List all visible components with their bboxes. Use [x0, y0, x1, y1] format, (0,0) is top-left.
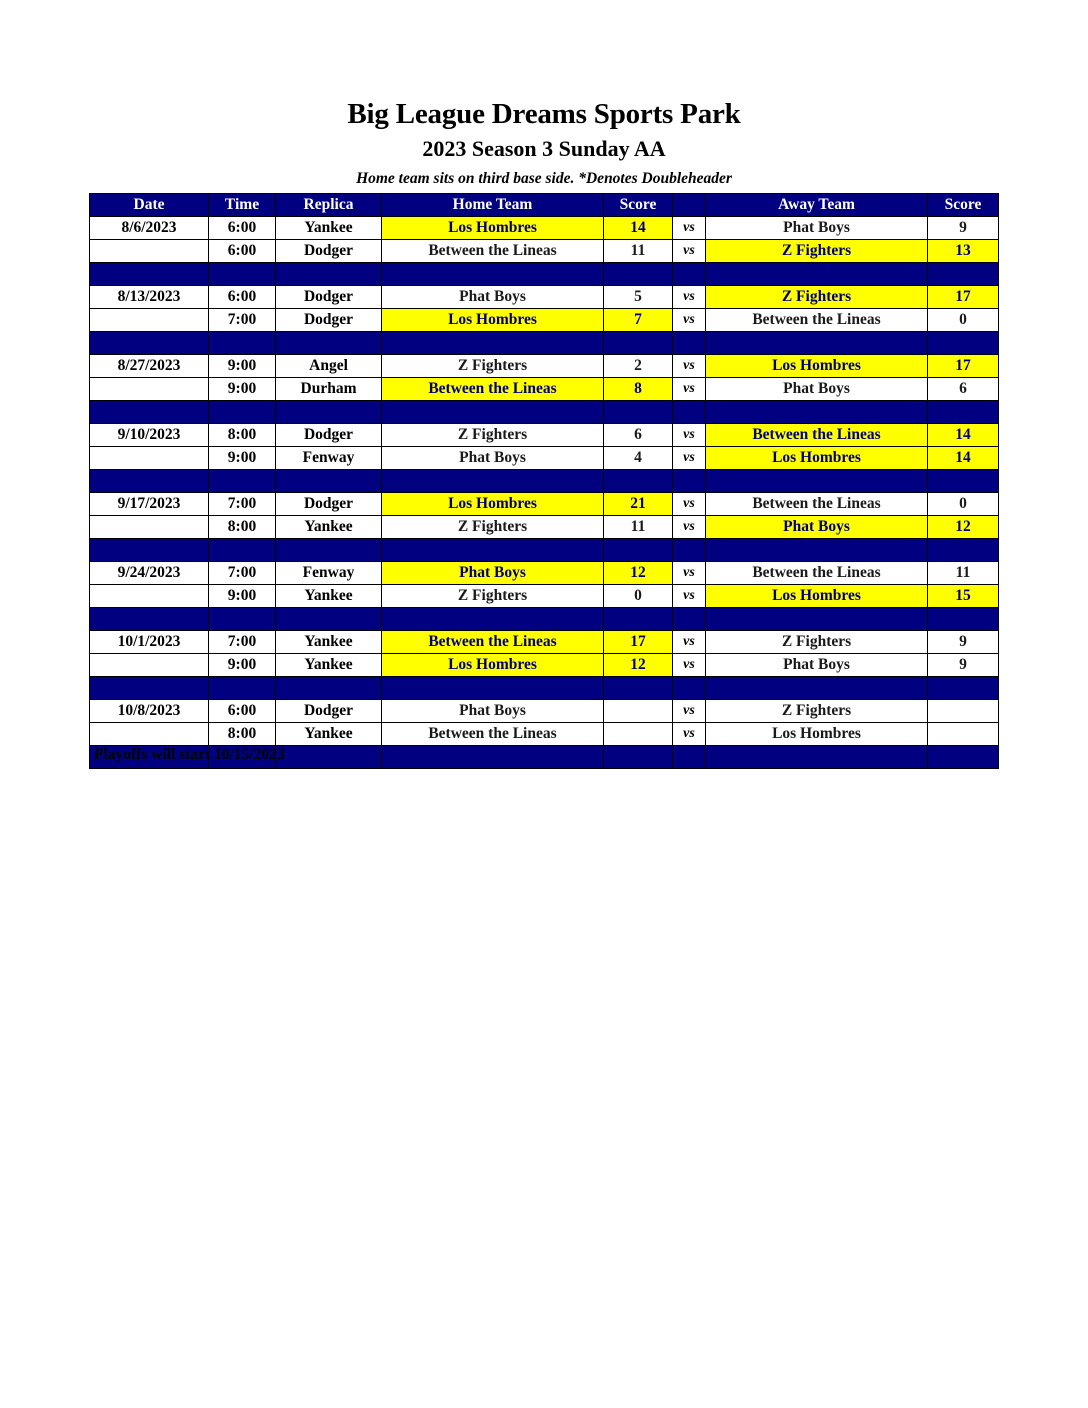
separator-cell [382, 746, 604, 769]
home-score-cell [604, 723, 673, 746]
home-team-cell: Phat Boys [382, 447, 604, 470]
separator-cell [90, 608, 209, 631]
home-score-cell: 12 [604, 562, 673, 585]
home-team-cell: Los Hombres [382, 309, 604, 332]
separator-cell [604, 263, 673, 286]
home-team-cell: Z Fighters [382, 585, 604, 608]
home-score-cell: 6 [604, 424, 673, 447]
table-row [90, 355, 999, 378]
col-header-away-team: Away Team [706, 194, 928, 217]
time-cell: 9:00 [209, 654, 276, 677]
home-team-cell: Phat Boys [382, 286, 604, 309]
date-cell: 9/17/2023 [90, 493, 209, 516]
date-cell: 10/8/2023 [90, 700, 209, 723]
separator-cell [209, 539, 276, 562]
home-score-cell: 14 [604, 217, 673, 240]
separator-cell [706, 746, 928, 769]
table-row [90, 562, 999, 585]
vs-cell: vs [673, 447, 706, 470]
away-team-cell: Phat Boys [706, 378, 928, 401]
separator-cell [673, 539, 706, 562]
time-cell: 7:00 [209, 562, 276, 585]
separator-cell [706, 539, 928, 562]
away-team-cell: Phat Boys [706, 654, 928, 677]
field-cell: Durham [276, 378, 382, 401]
separator-cell [673, 263, 706, 286]
separator-cell [706, 332, 928, 355]
time-cell: 6:00 [209, 700, 276, 723]
separator-cell [276, 746, 382, 769]
col-header-date: Date [90, 194, 209, 217]
away-score-cell: 13 [928, 240, 999, 263]
table-row [90, 240, 999, 263]
home-score-cell: 5 [604, 286, 673, 309]
date-cell: 9/24/2023 [90, 562, 209, 585]
date-cell: 8/6/2023 [90, 217, 209, 240]
separator-cell [276, 677, 382, 700]
home-score-cell [604, 700, 673, 723]
separator-cell [209, 401, 276, 424]
field-cell: Yankee [276, 723, 382, 746]
table-row [90, 631, 999, 654]
away-score-cell: 11 [928, 562, 999, 585]
vs-cell: vs [673, 516, 706, 539]
away-team-cell: Between the Lineas [706, 493, 928, 516]
home-score-cell: 21 [604, 493, 673, 516]
home-team-cell: Z Fighters [382, 355, 604, 378]
separator-cell [209, 608, 276, 631]
separator-cell [90, 401, 209, 424]
separator-cell [382, 332, 604, 355]
date-cell [90, 309, 209, 332]
table-row [90, 654, 999, 677]
time-cell: 8:00 [209, 424, 276, 447]
home-score-cell: 4 [604, 447, 673, 470]
group-separator-row [90, 677, 999, 700]
separator-cell [604, 401, 673, 424]
away-score-cell [928, 700, 999, 723]
away-score-cell: 14 [928, 424, 999, 447]
away-team-cell: Los Hombres [706, 585, 928, 608]
vs-cell: vs [673, 424, 706, 447]
separator-cell [673, 608, 706, 631]
field-cell: Yankee [276, 585, 382, 608]
playoffs-note: Playoffs will start 10/15/2023 [94, 746, 285, 763]
date-cell: 10/1/2023 [90, 631, 209, 654]
separator-cell [90, 332, 209, 355]
schedule-body [90, 217, 999, 769]
separator-cell [604, 470, 673, 493]
table-row [90, 700, 999, 723]
away-score-cell: 6 [928, 378, 999, 401]
separator-cell [382, 608, 604, 631]
away-score-cell [928, 723, 999, 746]
home-team-cell: Z Fighters [382, 424, 604, 447]
table-row [90, 493, 999, 516]
vs-cell: vs [673, 286, 706, 309]
away-score-cell: 15 [928, 585, 999, 608]
field-cell: Yankee [276, 516, 382, 539]
group-separator-row [90, 470, 999, 493]
home-team-cell: Los Hombres [382, 493, 604, 516]
separator-cell [276, 401, 382, 424]
col-header-replica: Replica [276, 194, 382, 217]
time-cell: 8:00 [209, 723, 276, 746]
col-header-home-team: Home Team [382, 194, 604, 217]
separator-cell [209, 332, 276, 355]
separator-cell [706, 470, 928, 493]
home-team-cell: Between the Lineas [382, 631, 604, 654]
vs-cell: vs [673, 631, 706, 654]
away-team-cell: Between the Lineas [706, 562, 928, 585]
date-cell [90, 723, 209, 746]
field-cell: Dodger [276, 286, 382, 309]
separator-cell [604, 539, 673, 562]
separator-cell [706, 608, 928, 631]
separator-cell [276, 470, 382, 493]
separator-cell [382, 263, 604, 286]
separator-cell [90, 470, 209, 493]
vs-cell: vs [673, 493, 706, 516]
time-cell: 7:00 [209, 493, 276, 516]
separator-cell [604, 608, 673, 631]
away-team-cell: Los Hombres [706, 355, 928, 378]
home-team-cell: Los Hombres [382, 654, 604, 677]
field-cell: Yankee [276, 631, 382, 654]
separator-cell [604, 746, 673, 769]
table-row [90, 378, 999, 401]
separator-cell [209, 677, 276, 700]
away-team-cell: Z Fighters [706, 631, 928, 654]
away-team-cell: Between the Lineas [706, 309, 928, 332]
separator-cell [673, 746, 706, 769]
col-header-home-score: Score [604, 194, 673, 217]
vs-cell: vs [673, 309, 706, 332]
table-row [90, 309, 999, 332]
home-team-cell: Between the Lineas [382, 723, 604, 746]
vs-cell: vs [673, 654, 706, 677]
home-team-cell: Between the Lineas [382, 378, 604, 401]
date-cell: 9/10/2023 [90, 424, 209, 447]
col-header-away-score: Score [928, 194, 999, 217]
time-cell: 9:00 [209, 447, 276, 470]
separator-cell [90, 677, 209, 700]
home-score-cell: 17 [604, 631, 673, 654]
separator-cell [382, 401, 604, 424]
date-cell: 8/27/2023 [90, 355, 209, 378]
time-cell: 9:00 [209, 378, 276, 401]
table-row [90, 723, 999, 746]
home-score-cell: 7 [604, 309, 673, 332]
away-team-cell: Phat Boys [706, 516, 928, 539]
separator-cell [382, 470, 604, 493]
separator-cell [706, 263, 928, 286]
away-score-cell: 12 [928, 516, 999, 539]
away-team-cell: Los Hombres [706, 723, 928, 746]
schedule-note: Home team sits on third base side. *Denotes Doubleheader [356, 170, 732, 187]
time-cell: 9:00 [209, 585, 276, 608]
vs-cell: vs [673, 240, 706, 263]
vs-cell: vs [673, 723, 706, 746]
vs-cell: vs [673, 378, 706, 401]
separator-cell [928, 539, 999, 562]
date-cell [90, 516, 209, 539]
table-row [90, 286, 999, 309]
date-cell [90, 240, 209, 263]
away-score-cell: 0 [928, 309, 999, 332]
field-cell: Fenway [276, 562, 382, 585]
away-team-cell: Between the Lineas [706, 424, 928, 447]
separator-cell [928, 263, 999, 286]
home-score-cell: 0 [604, 585, 673, 608]
field-cell: Dodger [276, 309, 382, 332]
page-subtitle: 2023 Season 3 Sunday AA [422, 136, 666, 161]
away-score-cell: 9 [928, 217, 999, 240]
field-cell: Dodger [276, 493, 382, 516]
away-team-cell: Z Fighters [706, 286, 928, 309]
home-team-cell: Between the Lineas [382, 240, 604, 263]
separator-cell [276, 608, 382, 631]
away-score-cell: 9 [928, 654, 999, 677]
vs-cell: vs [673, 585, 706, 608]
table-row [90, 585, 999, 608]
time-cell: 7:00 [209, 631, 276, 654]
time-cell: 7:00 [209, 309, 276, 332]
group-separator-row [90, 263, 999, 286]
separator-cell [928, 332, 999, 355]
group-separator-row [90, 608, 999, 631]
separator-cell [706, 677, 928, 700]
col-header-time: Time [209, 194, 276, 217]
home-team-cell: Phat Boys [382, 562, 604, 585]
separator-cell [673, 677, 706, 700]
table-row [90, 424, 999, 447]
date-cell [90, 654, 209, 677]
home-score-cell: 2 [604, 355, 673, 378]
separator-cell [673, 332, 706, 355]
page-title: Big League Dreams Sports Park [347, 98, 741, 130]
col-header-vs [673, 194, 706, 217]
time-cell: 9:00 [209, 355, 276, 378]
separator-cell [604, 332, 673, 355]
separator-cell [928, 401, 999, 424]
home-score-cell: 11 [604, 516, 673, 539]
separator-cell [382, 677, 604, 700]
table-row [90, 516, 999, 539]
field-cell: Angel [276, 355, 382, 378]
time-cell: 6:00 [209, 217, 276, 240]
vs-cell: vs [673, 217, 706, 240]
away-score-cell: 17 [928, 355, 999, 378]
vs-cell: vs [673, 700, 706, 723]
separator-cell [209, 470, 276, 493]
group-separator-row [90, 401, 999, 424]
separator-cell [276, 539, 382, 562]
field-cell: Fenway [276, 447, 382, 470]
away-team-cell: Z Fighters [706, 700, 928, 723]
time-cell: 8:00 [209, 516, 276, 539]
separator-cell [209, 263, 276, 286]
separator-cell [928, 608, 999, 631]
table-header-row [90, 194, 999, 217]
separator-cell [928, 470, 999, 493]
field-cell: Dodger [276, 424, 382, 447]
table-row [90, 217, 999, 240]
date-cell [90, 378, 209, 401]
home-team-cell: Phat Boys [382, 700, 604, 723]
separator-cell [90, 539, 209, 562]
group-separator-row [90, 539, 999, 562]
field-cell: Yankee [276, 217, 382, 240]
group-separator-row [90, 332, 999, 355]
separator-cell [90, 263, 209, 286]
away-score-cell: 17 [928, 286, 999, 309]
separator-cell [673, 401, 706, 424]
separator-cell [706, 401, 928, 424]
field-cell: Dodger [276, 240, 382, 263]
date-cell [90, 585, 209, 608]
separator-cell [604, 677, 673, 700]
vs-cell: vs [673, 355, 706, 378]
separator-cell [276, 263, 382, 286]
away-score-cell: 14 [928, 447, 999, 470]
time-cell: 6:00 [209, 240, 276, 263]
home-team-cell: Los Hombres [382, 217, 604, 240]
separator-cell [928, 677, 999, 700]
separator-cell [673, 470, 706, 493]
away-score-cell: 0 [928, 493, 999, 516]
vs-cell: vs [673, 562, 706, 585]
home-team-cell: Z Fighters [382, 516, 604, 539]
field-cell: Yankee [276, 654, 382, 677]
home-score-cell: 8 [604, 378, 673, 401]
away-team-cell: Phat Boys [706, 217, 928, 240]
home-score-cell: 11 [604, 240, 673, 263]
schedule-table [89, 193, 999, 769]
field-cell: Dodger [276, 700, 382, 723]
date-cell [90, 447, 209, 470]
separator-cell [382, 539, 604, 562]
away-team-cell: Los Hombres [706, 447, 928, 470]
table-row [90, 447, 999, 470]
away-team-cell: Z Fighters [706, 240, 928, 263]
time-cell: 6:00 [209, 286, 276, 309]
date-cell: 8/13/2023 [90, 286, 209, 309]
separator-cell [928, 746, 999, 769]
home-score-cell: 12 [604, 654, 673, 677]
away-score-cell: 9 [928, 631, 999, 654]
separator-cell [276, 332, 382, 355]
